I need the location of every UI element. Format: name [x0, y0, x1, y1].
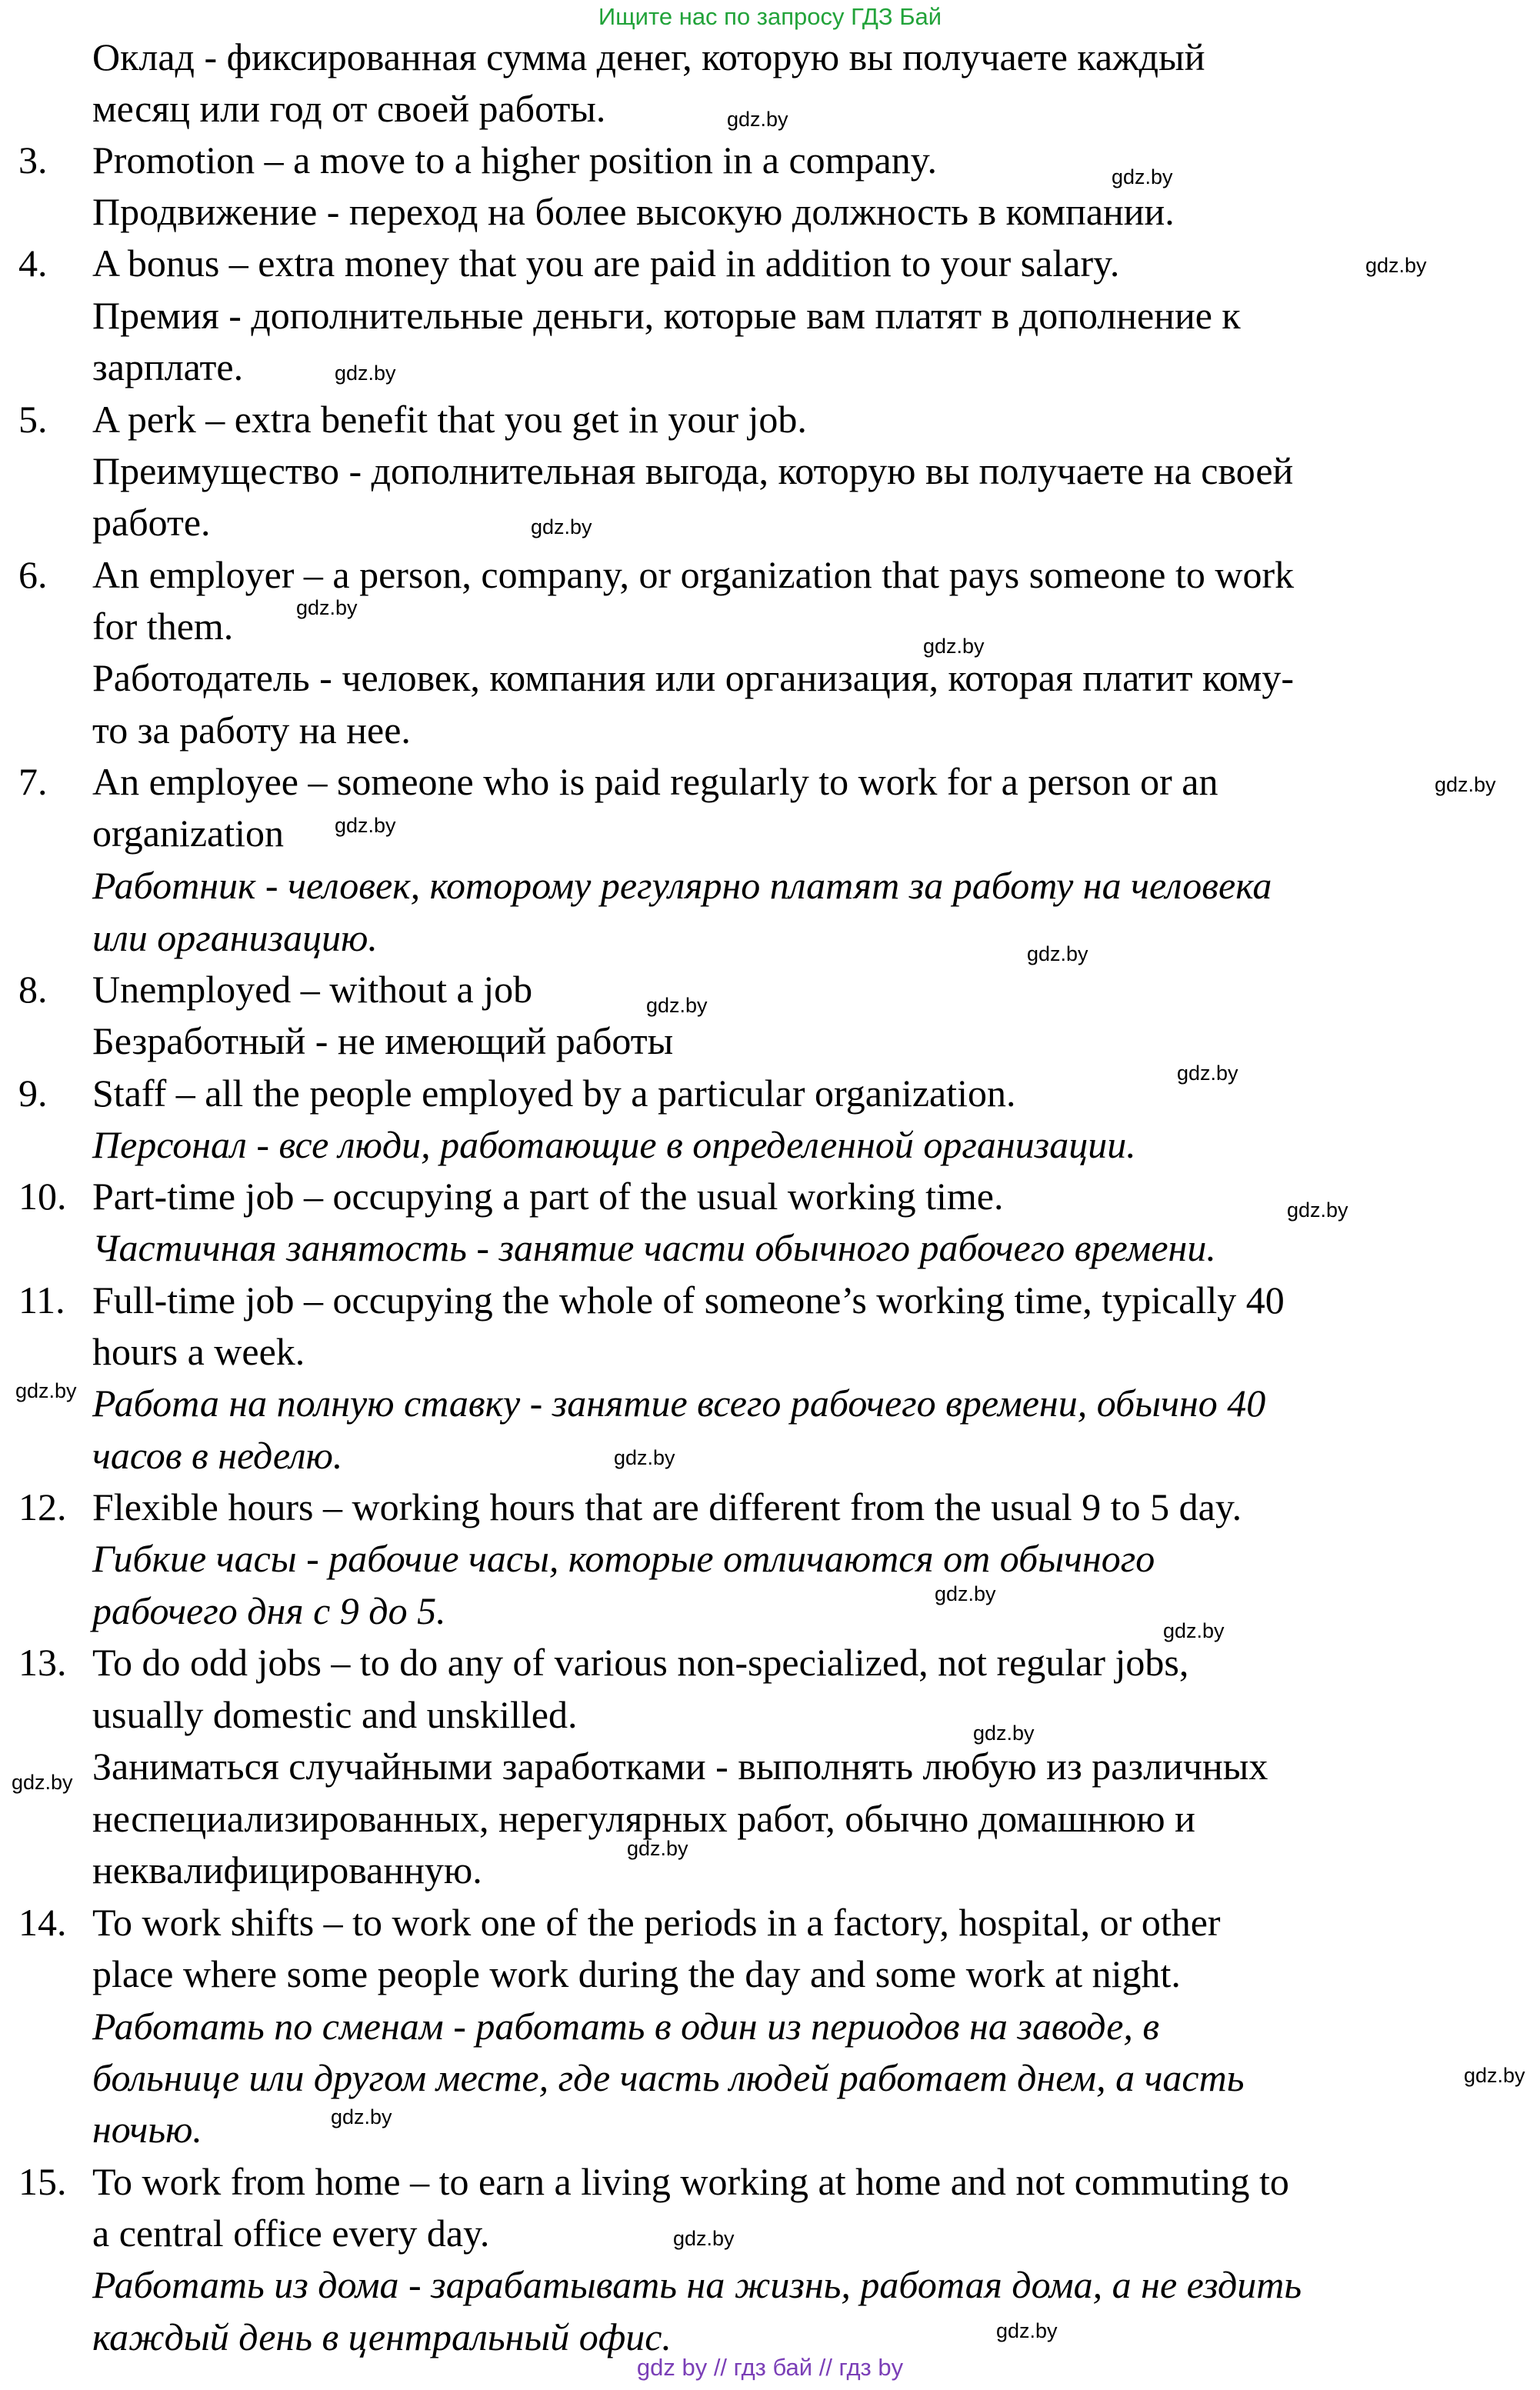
entry-text-line: Заниматься случайными заработками - выполнять любую из различных	[92, 1745, 1268, 1788]
entry-number: 5.	[18, 398, 48, 441]
watermark-text: gdz.by	[1163, 1619, 1225, 1642]
entry-text-line: An employee – someone who is paid regularly to work for a person or an	[92, 760, 1218, 803]
entry-text-line: usually domestic and unskilled.	[92, 1693, 578, 1736]
entry-text-line: Преимущество - дополнительная выгода, которую вы получаете на своей	[92, 449, 1294, 492]
entry-text-line: hours a week.	[92, 1330, 305, 1373]
entry-number: 8.	[18, 968, 48, 1011]
watermark-text: gdz.by	[923, 635, 985, 658]
entry-text-line: for them.	[92, 605, 234, 648]
entry-text-line: Продвижение - переход на более высокую должность в компании.	[92, 190, 1175, 233]
entry-text-line: работе.	[92, 501, 211, 544]
footer-site-links[interactable]: gdz by // гдз бай // гдз by	[636, 2354, 904, 2381]
entry-text-line: place where some people work during the day and some work at night.	[92, 1952, 1181, 1995]
entry-text-line: неспециализированных, нерегулярных работ, обычно домашнюю и	[92, 1797, 1195, 1840]
entry-text-line: Promotion – a move to a higher position in a company.	[92, 138, 937, 182]
entry-translation-line: Работник - человек, которому регулярно платят за работу на человека	[92, 864, 1272, 907]
watermark-text: gdz.by	[1112, 165, 1173, 188]
entry-number: 3.	[18, 138, 48, 182]
entry-translation-line: каждый день в центральный офис.	[92, 2315, 672, 2358]
entry-text-line: неквалифицированную.	[92, 1848, 482, 1892]
entry-translation-line: Работа на полную ставку - занятие всего рабочего времени, обычно 40	[92, 1382, 1266, 1425]
watermark-text: gdz.by	[673, 2227, 735, 2250]
entry-text-line: To work shifts – to work one of the periods in a factory, hospital, or other	[92, 1901, 1221, 1944]
entry-translation-line: часов в неделю.	[92, 1434, 343, 1477]
entry-number: 6.	[18, 553, 48, 596]
watermark-text: gdz.by	[335, 814, 396, 837]
watermark-text: gdz.by	[646, 994, 708, 1017]
entry-text-line: зарплате.	[92, 345, 244, 388]
entry-text-line: Unemployed – without a job	[92, 968, 533, 1011]
entry-translation-line: Персонал - все люди, работающие в определенной организации.	[92, 1123, 1136, 1166]
watermark-text: gdz.by	[627, 1837, 688, 1860]
entry-translation-line: Работать из дома - зарабатывать на жизнь, работая дома, а не ездить	[92, 2263, 1302, 2306]
entry-translation-line: рабочего дня с 9 до 5.	[92, 1589, 446, 1632]
watermark-text: gdz.by	[12, 1771, 73, 1794]
watermark-text: gdz.by	[331, 2105, 392, 2128]
watermark-text: gdz.by	[15, 1379, 77, 1402]
entry-text-line: Part-time job – occupying a part of the usual working time.	[92, 1175, 1004, 1218]
watermark-text: gdz.by	[531, 515, 592, 538]
entry-translation-line: ночью.	[92, 2108, 202, 2151]
entry-translation-line: Гибкие часы - рабочие часы, которые отличаются от обычного	[92, 1537, 1155, 1580]
watermark-text: gdz.by	[296, 596, 358, 619]
entry-text-line: To work from home – to earn a living working at home and not commuting to	[92, 2160, 1289, 2203]
entry-number: 13.	[18, 1641, 67, 1684]
entry-text-line: To do odd jobs – to do any of various non-specialized, not regular jobs,	[92, 1641, 1189, 1684]
entry-text-line: Flexible hours – working hours that are different from the usual 9 to 5 day.	[92, 1485, 1242, 1528]
watermark-text: gdz.by	[1435, 773, 1496, 796]
watermark-text: gdz.by	[335, 362, 396, 385]
entry-text-line: Staff – all the people employed by a particular organization.	[92, 1072, 1016, 1115]
watermark-text: gdz.by	[727, 108, 788, 131]
entry-text-line: A perk – extra benefit that you get in your job.	[92, 398, 807, 441]
watermark-text: gdz.by	[1365, 254, 1427, 277]
entry-number: 10.	[18, 1175, 67, 1218]
watermark-text: gdz.by	[614, 1446, 675, 1469]
entry-number: 14.	[18, 1901, 67, 1944]
watermark-text: gdz.by	[1177, 1062, 1238, 1085]
entry-translation-line: Частичная занятость - занятие части обычного рабочего времени.	[92, 1226, 1216, 1269]
watermark-text: gdz.by	[1027, 942, 1088, 965]
watermark-text: gdz.by	[1287, 1198, 1348, 1222]
entry-text-line: месяц или год от своей работы.	[92, 87, 606, 130]
watermark-text: gdz.by	[935, 1582, 996, 1605]
entry-number: 4.	[18, 242, 48, 285]
entry-number: 11.	[18, 1278, 65, 1322]
entry-text-line: Оклад - фиксированная сумма денег, которую вы получаете каждый	[92, 35, 1205, 78]
entry-text-line: Full-time job – occupying the whole of someone’s working time, typically 40	[92, 1278, 1285, 1322]
watermark-text: gdz.by	[1464, 2064, 1525, 2087]
entry-translation-line: Работать по сменам - работать в один из периодов на заводе, в	[92, 2005, 1160, 2048]
entry-text-line: a central office every day.	[92, 2212, 490, 2255]
entry-translation-line: больнице или другом месте, где часть людей работает днем, а часть	[92, 2056, 1245, 2099]
entry-text-line: An employer – a person, company, or organization that pays someone to work	[92, 553, 1295, 596]
entry-text-line: Работодатель - человек, компания или организация, которая платит кому-	[92, 656, 1295, 699]
watermark-text: gdz.by	[996, 2319, 1058, 2342]
entry-text-line: Безработный - не имеющий работы	[92, 1019, 674, 1062]
entry-translation-line: или организацию.	[92, 916, 378, 959]
header-search-hint[interactable]: Ищите нас по запросу ГДЗ Бай	[598, 3, 942, 30]
entry-number: 9.	[18, 1072, 48, 1115]
entry-text-line: Премия - дополнительные деньги, которые вам платят в дополнение к	[92, 294, 1241, 337]
entry-number: 12.	[18, 1485, 67, 1528]
watermark-text: gdz.by	[973, 1722, 1035, 1745]
entry-text-line: A bonus – extra money that you are paid in addition to your salary.	[92, 242, 1120, 285]
entry-number: 15.	[18, 2160, 67, 2203]
entry-text-line: organization	[92, 812, 284, 855]
entry-number: 7.	[18, 760, 48, 803]
entry-text-line: то за работу на нее.	[92, 708, 411, 752]
